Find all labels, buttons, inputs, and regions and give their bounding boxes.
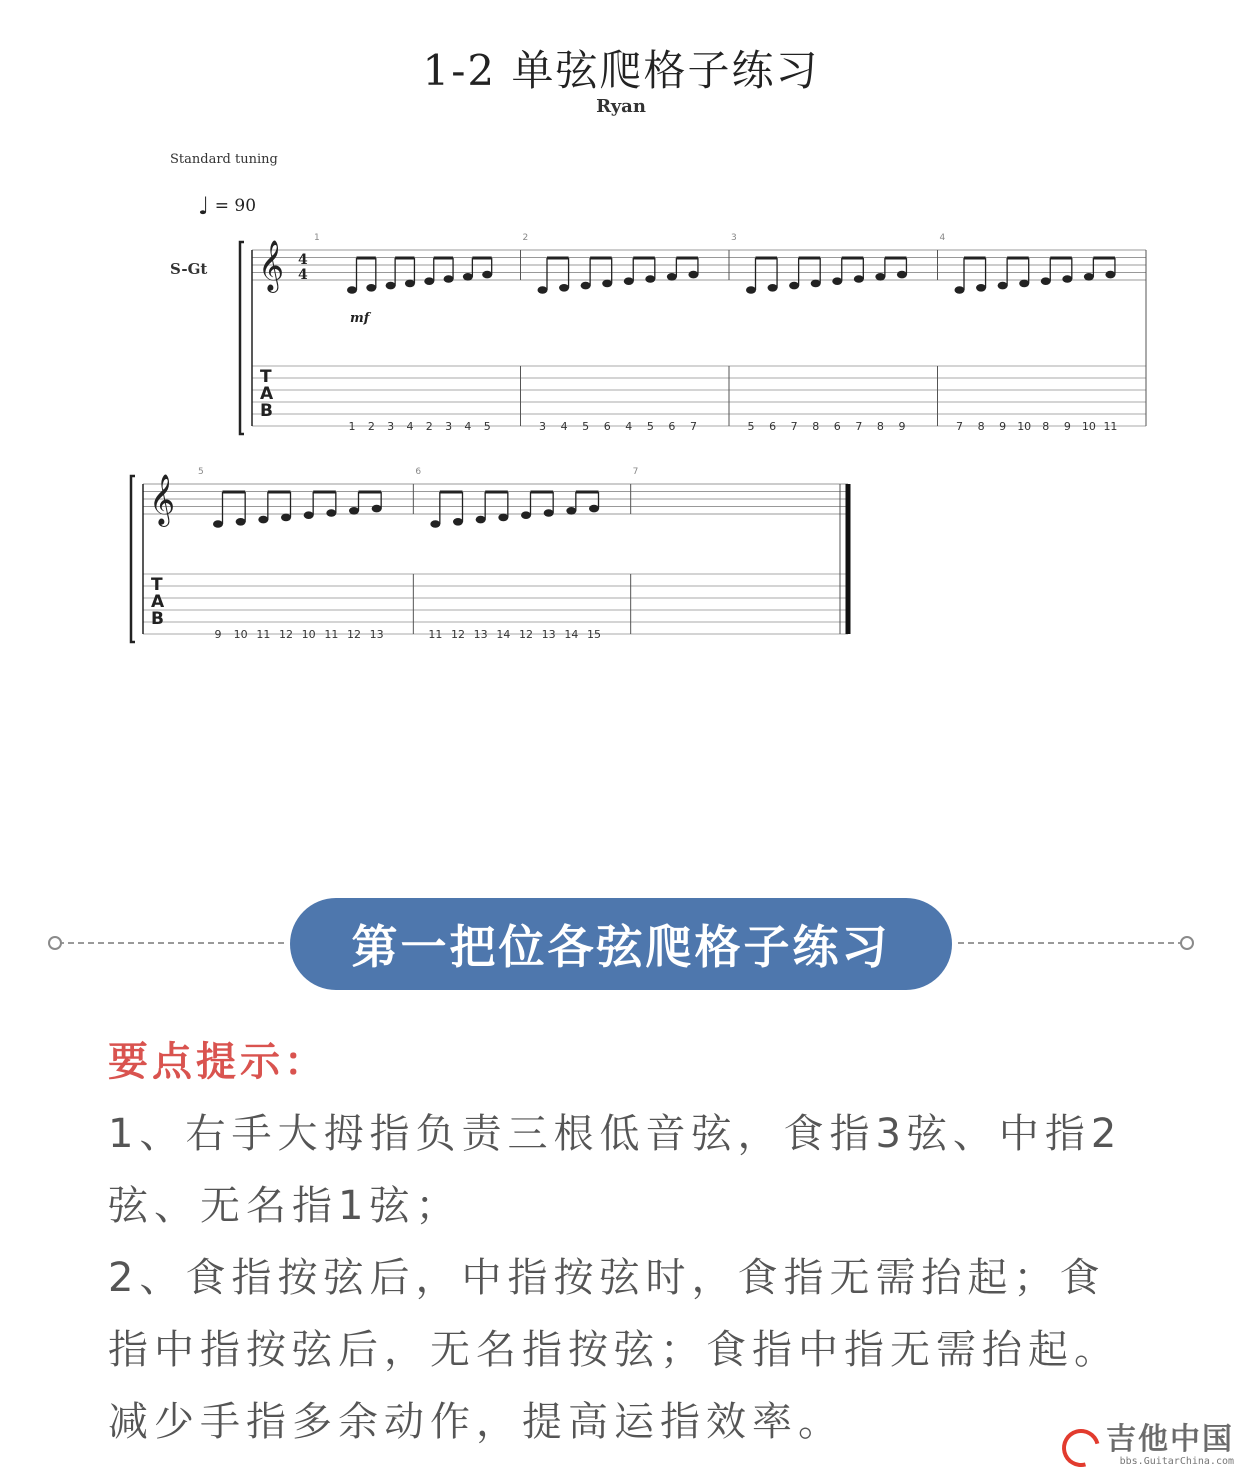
note-head — [789, 282, 799, 290]
tab-fret-number: 8 — [1042, 420, 1050, 433]
watermark — [1062, 1424, 1234, 1467]
note-head — [213, 520, 223, 528]
tips-heading: 要点提示： — [108, 1039, 328, 1085]
note-head — [589, 505, 599, 513]
tab-fret-number: 10 — [301, 628, 316, 641]
tempo-value: = 90 — [214, 196, 257, 216]
time-signature-top: 4 — [298, 252, 308, 268]
tab-fret-number: 13 — [541, 628, 556, 641]
tip-paragraph-1: 1、右手大拇指负责三根低音弦，食指3弦、中指2弦、无名指1弦； — [108, 1111, 1123, 1229]
tab-clef-letter: T — [151, 575, 163, 595]
divider-dot-right — [1180, 936, 1194, 950]
tab-fret-number: 7 — [855, 420, 863, 433]
tablature-score — [0, 0, 1242, 700]
note-head — [326, 509, 336, 517]
note-head — [386, 282, 396, 290]
tab-fret-number: 3 — [539, 420, 546, 433]
measure-number: 7 — [632, 467, 639, 477]
instrument-label: S-Gt — [170, 260, 208, 278]
note-head — [559, 284, 569, 292]
tab-fret-number: 6 — [668, 420, 676, 433]
tab-fret-number: 11 — [324, 628, 339, 641]
note-head — [1019, 280, 1029, 288]
note-head — [955, 286, 965, 294]
measure-number: 6 — [415, 467, 422, 477]
tab-fret-number: 6 — [833, 420, 841, 433]
note-head — [854, 275, 864, 283]
tab-fret-number: 5 — [483, 420, 491, 433]
tab-fret-number: 7 — [956, 420, 963, 433]
score-title: 1-2 单弦爬格子练习 — [422, 46, 820, 95]
watermark-url: bbs.GuitarChina.com — [1119, 1456, 1234, 1467]
tab-fret-number: 4 — [560, 420, 568, 433]
tab-fret-number: 12 — [279, 628, 293, 641]
note-head — [688, 271, 698, 279]
guitar-logo-icon — [1055, 1422, 1107, 1474]
note-head — [482, 271, 492, 279]
measure-number: 4 — [939, 233, 946, 243]
tab-fret-number: 6 — [769, 420, 777, 433]
treble-clef-icon: 𝄞 — [149, 474, 176, 525]
treble-clef-icon: 𝄞 — [258, 240, 285, 291]
divider-dot-left — [48, 936, 62, 950]
tab-fret-number: 3 — [445, 420, 453, 433]
note-head — [498, 514, 508, 522]
tab-fret-number: 8 — [876, 420, 884, 433]
tab-clef-letter: A — [151, 592, 165, 612]
score-composer: Ryan — [596, 96, 646, 117]
measure-number: 5 — [198, 467, 204, 477]
tab-clef-letter: B — [260, 401, 273, 421]
tab-fret-number: 2 — [367, 420, 375, 433]
tab-fret-number: 5 — [646, 420, 654, 433]
note-head — [366, 284, 376, 292]
note-head — [768, 284, 778, 292]
note-head — [476, 516, 486, 524]
note-head — [832, 277, 842, 285]
tab-fret-number: 15 — [587, 628, 601, 641]
tuning-label: Standard tuning — [170, 152, 278, 167]
note-head — [544, 509, 554, 517]
system-bracket — [240, 242, 244, 434]
note-head — [1084, 273, 1094, 281]
note-head — [236, 518, 246, 526]
tab-fret-number: 10 — [233, 628, 248, 641]
note-head — [281, 514, 291, 522]
tab-fret-number: 4 — [464, 420, 472, 433]
note-head — [453, 518, 463, 526]
measure-number: 2 — [522, 233, 529, 243]
note-head — [258, 516, 268, 524]
tab-clef-letter: A — [260, 384, 274, 404]
note-head — [566, 507, 576, 515]
tab-fret-number: 14 — [496, 628, 511, 641]
time-signature-bottom: 4 — [298, 267, 308, 283]
tab-fret-number: 8 — [812, 420, 820, 433]
tab-fret-number: 13 — [473, 628, 488, 641]
note-head — [304, 511, 314, 519]
note-head — [976, 284, 986, 292]
quarter-note-icon: ♩ — [198, 192, 210, 220]
note-head — [602, 280, 612, 288]
note-head — [1062, 275, 1072, 283]
note-head — [875, 273, 885, 281]
note-head — [645, 275, 655, 283]
measure-number: 1 — [314, 233, 320, 243]
tab-fret-number: 11 — [256, 628, 271, 641]
divider-left — [58, 942, 284, 944]
note-head — [1041, 277, 1051, 285]
tab-fret-number: 2 — [425, 420, 433, 433]
note-head — [347, 286, 357, 294]
tips-body — [108, 1098, 1138, 1458]
note-head — [624, 277, 634, 285]
tab-fret-number: 7 — [689, 420, 697, 433]
tab-fret-number: 3 — [387, 420, 395, 433]
tab-fret-number: 10 — [1017, 420, 1032, 433]
tab-fret-number: 4 — [406, 420, 414, 433]
note-head — [405, 280, 415, 288]
divider-right — [958, 942, 1184, 944]
note-head — [746, 286, 756, 294]
tab-fret-number: 12 — [519, 628, 533, 641]
tab-fret-number: 12 — [451, 628, 465, 641]
tab-fret-number: 7 — [790, 420, 798, 433]
note-head — [424, 277, 434, 285]
tab-fret-number: 1 — [348, 420, 356, 433]
tab-clef-letter: B — [151, 609, 164, 629]
system-bracket — [131, 476, 135, 642]
tab-fret-number: 11 — [428, 628, 443, 641]
tab-fret-number: 6 — [603, 420, 611, 433]
note-head — [538, 286, 548, 294]
note-head — [444, 275, 454, 283]
note-head — [349, 507, 359, 515]
note-head — [581, 282, 591, 290]
tab-fret-number: 9 — [999, 420, 1007, 433]
tab-fret-number: 10 — [1081, 420, 1096, 433]
tab-fret-number: 13 — [369, 628, 384, 641]
tab-clef-letter: T — [260, 367, 272, 387]
tab-fret-number: 9 — [1063, 420, 1071, 433]
note-head — [1105, 271, 1115, 279]
note-head — [811, 280, 821, 288]
measure-number: 3 — [731, 233, 737, 243]
tab-fret-number: 9 — [898, 420, 906, 433]
watermark-name: 吉他中国 — [1106, 1422, 1234, 1457]
note-head — [430, 520, 440, 528]
dynamic-marking: mf — [350, 311, 370, 326]
note-head — [897, 271, 907, 279]
tab-fret-number: 12 — [347, 628, 361, 641]
tab-fret-number: 5 — [582, 420, 590, 433]
note-head — [463, 273, 473, 281]
tip-paragraph-2: 2、食指按弦后，中指按弦时，食指无需抬起；食指中指按弦后，无名指按弦；食指中指无需抬起。减少手指多余动作，提高运指效率。 — [108, 1255, 1120, 1445]
note-head — [998, 282, 1008, 290]
note-head — [667, 273, 677, 281]
tab-fret-number: 4 — [625, 420, 633, 433]
tab-fret-number: 8 — [977, 420, 985, 433]
note-head — [372, 505, 382, 513]
tab-fret-number: 14 — [564, 628, 579, 641]
note-head — [521, 511, 531, 519]
tab-fret-number: 5 — [747, 420, 755, 433]
tab-fret-number: 9 — [214, 628, 222, 641]
tab-fret-number: 11 — [1103, 420, 1118, 433]
section-banner: 第一把位各弦爬格子练习 — [290, 898, 952, 990]
